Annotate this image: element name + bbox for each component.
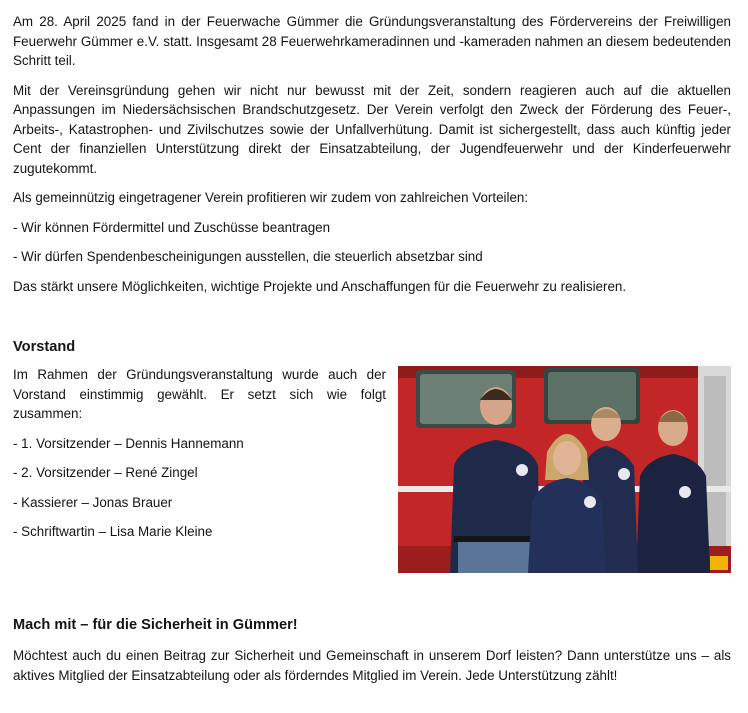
intro-paragraph-2: Mit der Vereinsgründung gehen wir nicht nur bewusst mit der Zeit, sondern reagieren auch auf die aktuellen Anpassungen im Niedersächsischen Brandschutzgesetz. Der Verein verfolgt den Zweck der Förderung des Feuer-, Arbeits-, Katastrophen- und Zivilschutzes sowie der Unfallverhütung. Damit ist sichergestellt, dass auch künftig jeder Cent der finanziellen Unterstützung direkt der Einsatzabteilung, der Jugendfeuerwehr und der Kinderfeuerwehr zugutekommt.	[13, 82, 731, 176]
list-item: - Wir können Fördermittel und Zuschüsse beantragen	[13, 219, 331, 235]
vorstand-text-column	[13, 365, 386, 573]
intro-paragraph-4: Das stärkt unsere Möglichkeiten, wichtige Projekte und Anschaffungen für die Feuerwehr zu realisieren.	[13, 278, 627, 294]
intro-paragraph-1: Am 28. April 2025 fand in der Feuerwache Gümmer die Gründungsveranstaltung des Fördervereins der Freiwilligen Feuerwehr Gümmer e.V. statt. Insgesamt 28 Feuerwehrkameradinnen und -kameraden nahmen an diesem bedeutenden Schritt teil.	[13, 14, 731, 68]
list-item: - 1. Vorsitzender – Dennis Hannemann	[13, 435, 244, 451]
board-photo	[398, 366, 731, 573]
list-item: - Kassierer – Jonas Brauer	[13, 494, 173, 510]
list-item: - Wir dürfen Spendenbescheinigungen ausstellen, die steuerlich absetzbar sind	[13, 249, 483, 264]
benefits-list	[13, 218, 731, 267]
list-item: - Schriftwartin – Lisa Marie Kleine	[13, 524, 213, 539]
vorstand-heading: Vorstand	[13, 339, 76, 355]
article	[13, 12, 731, 685]
list-item: - 2. Vorsitzender – René Zingel	[13, 465, 198, 480]
vorstand-section	[13, 365, 731, 573]
board-members-list	[13, 434, 386, 542]
vorstand-intro: Im Rahmen der Gründungsveranstaltung wurde auch der Vorstand einstimmig gewählt. Er setzt sich wie folgt zusammen:	[13, 367, 386, 421]
cta-paragraph: Möchtest auch du einen Beitrag zur Sicherheit und Gemeinschaft in unserem Dorf leisten? Dann unterstütze uns – als aktives Mitglied der Einsatzabteilung oder als förderndes Mitglied im Verein. Jede Unterstützung zählt!	[13, 648, 731, 683]
board-photo-illustration	[398, 366, 731, 573]
intro-paragraph-3: Als gemeinnützig eingetragener Verein profitieren wir zudem von zahlreichen Vorteilen:	[13, 190, 529, 205]
cta-heading: Mach mit – für die Sicherheit in Gümmer!	[13, 617, 298, 633]
